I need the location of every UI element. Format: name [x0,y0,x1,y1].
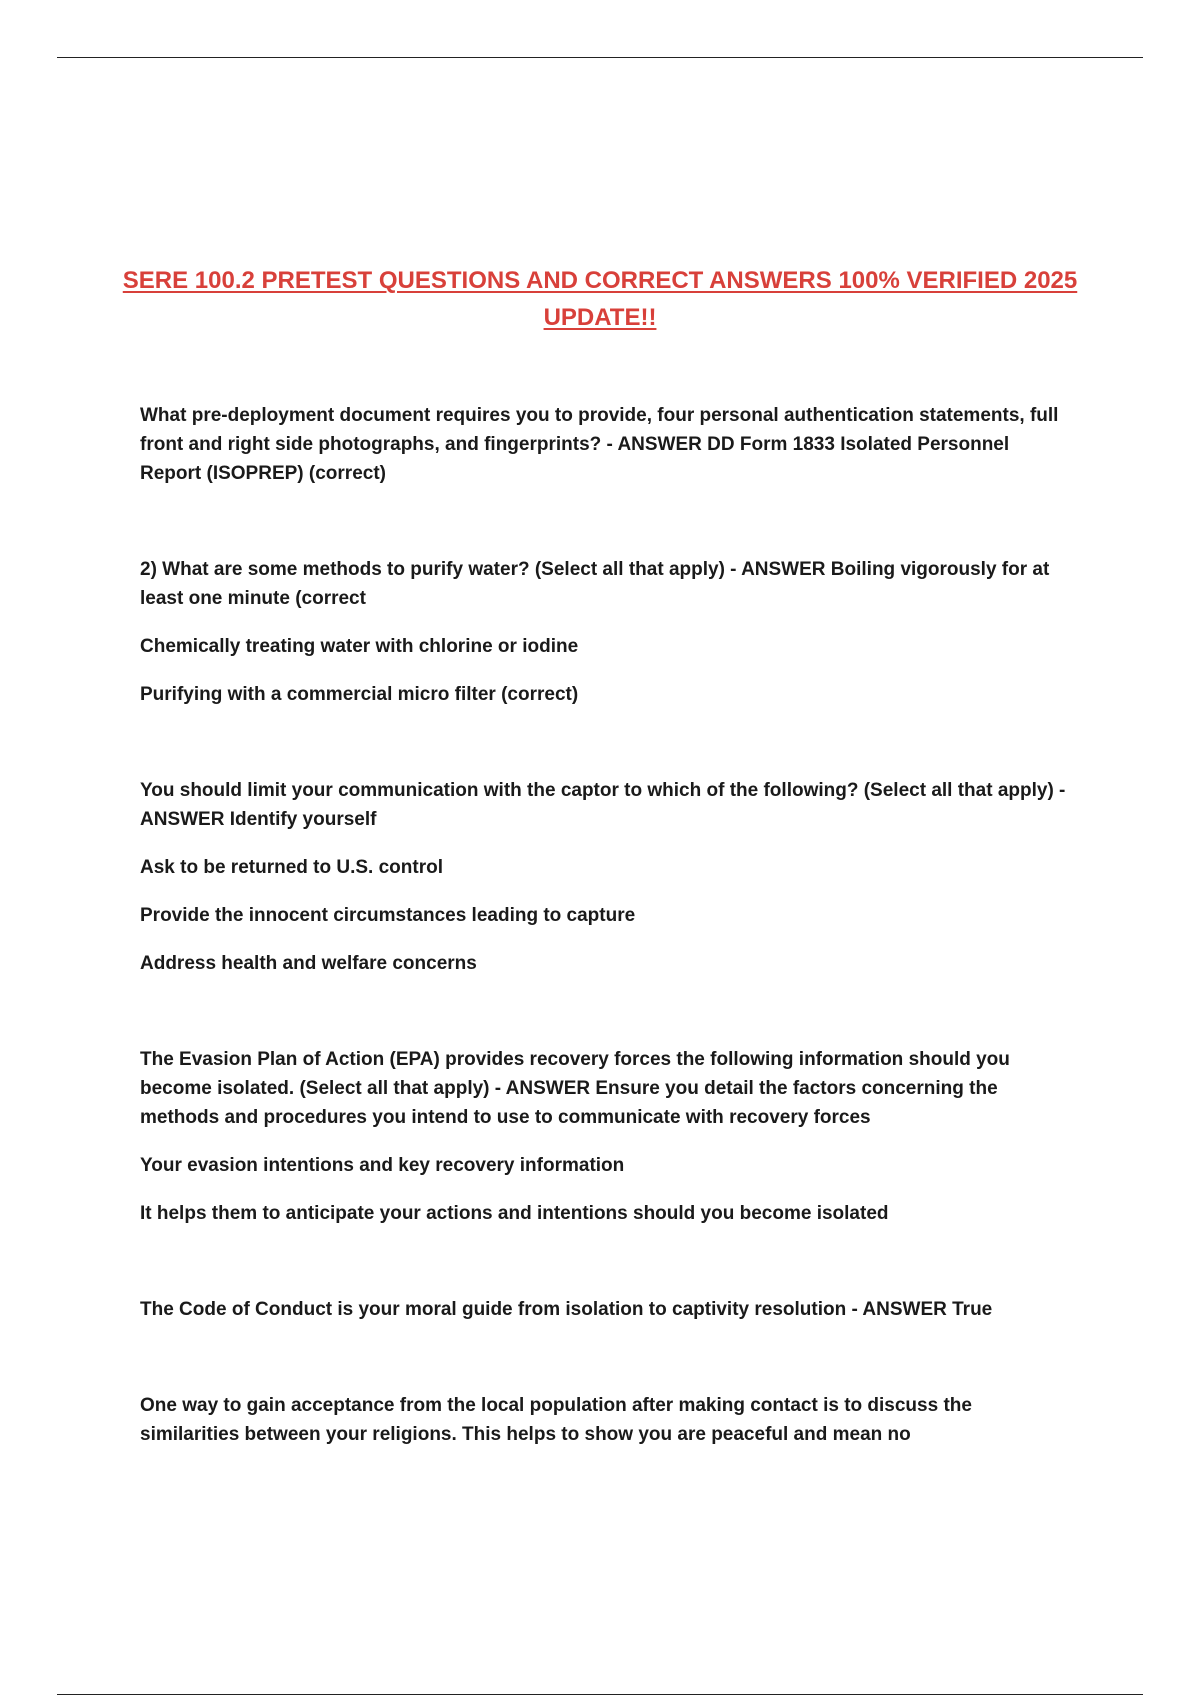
qa-item-1 [140,401,1075,488]
qa-item-4 [140,1045,1075,1228]
qa-text: What pre-deployment document requires you to provide, four personal authentication statements, full front and right side photographs, and fingerprints? - ANSWER DD Form 1833 Isolated Personnel Report (ISOPREP) (correct) [140,405,1059,484]
answer-line: Chemically treating water with chlorine or iodine [140,636,579,657]
qa-item-3 [140,776,1075,978]
document-title: SERE 100.2 PRETEST QUESTIONS AND CORRECT ANSWERS 100% VERIFIED 2025 UPDATE!! [122,267,1078,331]
answer-line: Ask to be returned to U.S. control [140,857,443,878]
qa-text: You should limit your communication with the captor to which of the following? (Select all that apply) - ANSWER Identify yourself [140,780,1066,830]
qa-text: The Evasion Plan of Action (EPA) provides recovery forces the following information should you become isolated. (Select all that apply) - ANSWER Ensure you detail the factors concerning the methods and procedures you intend to use to communicate with recovery forces [140,1049,1010,1128]
qa-item-5 [140,1295,1075,1324]
qa-list [140,401,1075,1449]
answer-line: Purifying with a commercial micro filter (correct) [140,684,579,705]
bottom-rule [57,1694,1143,1695]
answer-line: It helps them to anticipate your actions and intentions should you become isolated [140,1203,889,1224]
qa-item-6 [140,1391,1075,1449]
qa-item-2 [140,555,1075,709]
qa-text: The Code of Conduct is your moral guide from isolation to captivity resolution - ANSWER True [140,1299,993,1320]
answer-line: Your evasion intentions and key recovery information [140,1155,625,1176]
qa-text: 2) What are some methods to purify water? (Select all that apply) - ANSWER Boiling vigorously for at least one minute (correct [140,559,1050,609]
top-rule [57,57,1143,58]
answer-line: Address health and welfare concerns [140,953,477,974]
qa-text: One way to gain acceptance from the local population after making contact is to discuss the similarities between your religions. This helps to show you are peaceful and mean no [140,1395,972,1445]
answer-line: Provide the innocent circumstances leading to capture [140,905,636,926]
